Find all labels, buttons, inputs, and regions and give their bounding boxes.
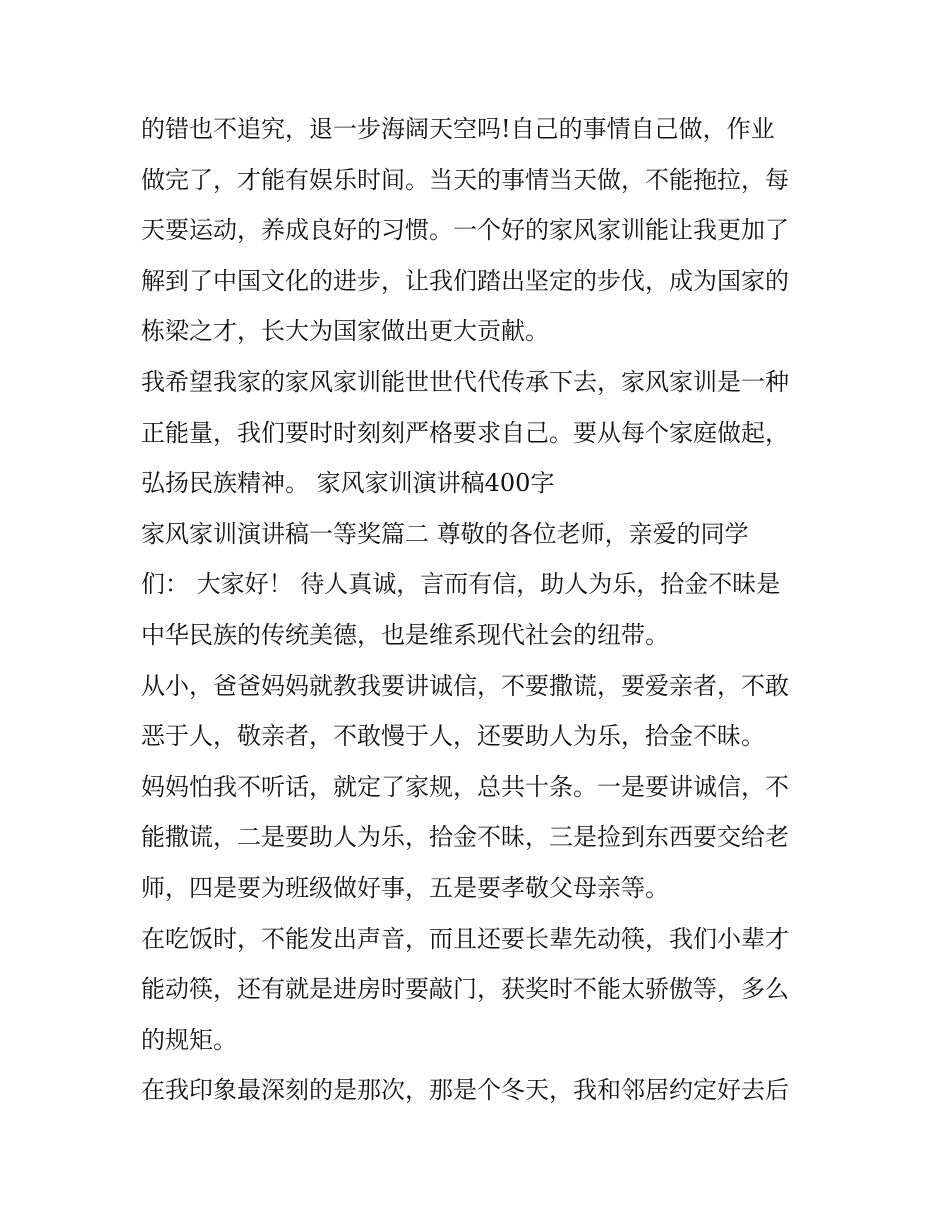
text-line: 妈妈怕我不听话，就定了家规，总共十条。一是要讲诚信，不: [141, 772, 789, 801]
text-line: 们： 大家好！ 待人真诚，言而有信，助人为乐，拾金不昧是: [141, 570, 781, 599]
text-line: 恶于人，敬亲者，不敢慢于人，还要助人为乐，拾金不昧。: [141, 722, 765, 751]
text-line: 的错也不追究，退一步海阔天空吗!自己的事情自己做，作业: [141, 115, 775, 143]
text-line: 从小，爸爸妈妈就教我要讲诚信，不要撒谎，要爱亲者，不敢: [141, 671, 789, 700]
text-line: 我希望我家的家风家训能世世代代传承下去，家风家训是一种: [141, 367, 789, 396]
text-line: 能动筷，还有就是进房时要敲门，获奖时不能太骄傲等，多么: [141, 975, 789, 1004]
text-line: 在我印象最深刻的是那次，那是个冬天，我和邻居约定好去后: [141, 1076, 789, 1105]
text-line: 在吃饭时，不能发出声音，而且还要长辈先动筷，我们小辈才: [141, 924, 789, 953]
text-line: 师，四是要为班级做好事，五是要孝敬父母亲等。: [141, 873, 669, 902]
text-line: 中华民族的传统美德，也是维系现代社会的纽带。: [141, 620, 669, 649]
text-line: 栋梁之才，长大为国家做出更大贡献。: [141, 317, 549, 346]
text-line: 家风家训演讲稿一等奖篇二 尊敬的各位老师，亲爱的同学: [141, 519, 749, 548]
text-line: 解到了中国文化的进步，让我们踏出坚定的步伐，成为国家的: [141, 266, 789, 295]
text-line: 正能量，我们要时时刻刻严格要求自己。要从每个家庭做起，: [141, 418, 789, 447]
document-body: [141, 104, 821, 1116]
text-line: 弘扬民族精神。 家风家训演讲稿400字: [141, 469, 555, 498]
text-line: 能撒谎，二是要助人为乐，拾金不昧，三是捡到东西要交给老: [141, 823, 789, 852]
text-line: 做完了，才能有娱乐时间。当天的事情当天做，不能拖拉，每: [141, 165, 789, 194]
text-line: 的规矩。: [141, 1025, 237, 1054]
text-line: 天要运动，养成良好的习惯。一个好的家风家训能让我更加了: [141, 216, 789, 245]
